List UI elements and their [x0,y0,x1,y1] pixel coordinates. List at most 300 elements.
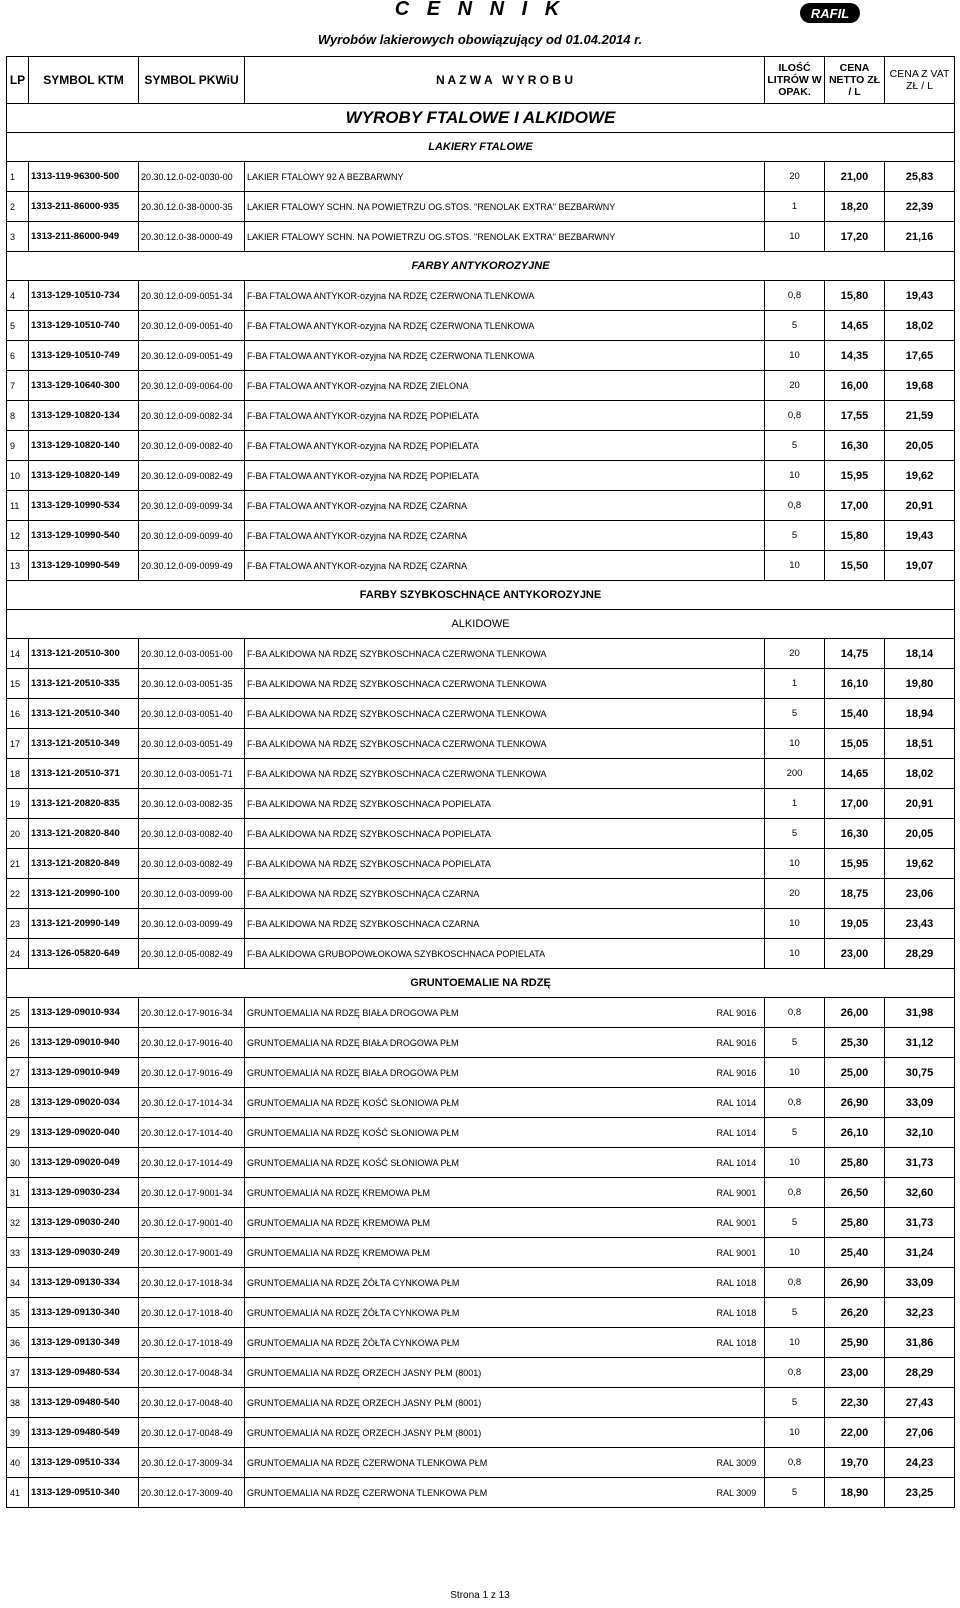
cell-net: 17,55 [825,401,885,431]
cell-ral [715,1358,765,1388]
cell-ktm: 1313-129-09480-549 [29,1418,139,1448]
cell-name: F-BA ALKIDOWA NA RDZĘ SZYBKOSCHNACA CZERWONA TLENKOWA [245,639,715,669]
cell-qty: 10 [765,341,825,371]
cell-vat: 20,05 [885,819,955,849]
cell-vat: 19,43 [885,281,955,311]
cell-name: F-BA FTALOWA ANTYKOR-ozyjna NA RDZĘ CZARNA [245,551,715,581]
cell-lp: 31 [7,1178,29,1208]
cell-ral: RAL 9016 [715,998,765,1028]
cell-pkwiu: 20.30.12.0-09-0051-40 [139,311,245,341]
cell-ktm: 1313-129-09020-049 [29,1148,139,1178]
cell-net: 26,50 [825,1178,885,1208]
cell-vat: 28,29 [885,939,955,969]
cell-qty: 10 [765,939,825,969]
cell-ral: RAL 1014 [715,1148,765,1178]
cell-lp: 9 [7,431,29,461]
cell-net: 16,00 [825,371,885,401]
cell-qty: 5 [765,1118,825,1148]
cell-vat: 32,23 [885,1298,955,1328]
cell-ktm: 1313-129-09510-340 [29,1478,139,1508]
cell-pkwiu: 20.30.12.0-09-0099-40 [139,521,245,551]
table-row [7,669,955,699]
cell-lp: 38 [7,1388,29,1418]
cell-ral: RAL 9016 [715,1028,765,1058]
cell-qty: 5 [765,699,825,729]
cell-name: F-BA FTALOWA ANTYKOR-ozyjna NA RDZĘ CZARNA [245,491,715,521]
section-row [7,581,955,610]
cell-vat: 31,73 [885,1148,955,1178]
cell-net: 16,30 [825,431,885,461]
cell-ktm: 1313-129-09010-949 [29,1058,139,1088]
cell-qty: 5 [765,1478,825,1508]
cell-qty: 10 [765,849,825,879]
cell-ktm: 1313-121-20990-100 [29,879,139,909]
cell-ktm: 1313-129-09030-234 [29,1178,139,1208]
cell-name: GRUNTOEMALIA NA RDZĘ ŻÓŁTA CYNKOWA PŁM [245,1268,715,1298]
cell-ktm: 1313-129-09480-534 [29,1358,139,1388]
cell-qty: 5 [765,819,825,849]
cell-lp: 33 [7,1238,29,1268]
table-row [7,1328,955,1358]
cell-vat: 33,09 [885,1268,955,1298]
cell-qty: 5 [765,431,825,461]
cell-qty: 20 [765,879,825,909]
section-row [7,252,955,281]
company-logo [800,2,860,24]
cell-ral: RAL 1018 [715,1328,765,1358]
cell-pkwiu: 20.30.12.0-17-0048-40 [139,1388,245,1418]
cell-pkwiu: 20.30.12.0-17-9016-34 [139,998,245,1028]
cell-qty: 5 [765,1388,825,1418]
table-row [7,699,955,729]
cell-pkwiu: 20.30.12.0-05-0082-49 [139,939,245,969]
cell-pkwiu: 20.30.12.0-17-1014-40 [139,1118,245,1148]
cell-name: F-BA FTALOWA ANTYKOR-ozyjna NA RDZĘ POPIELATA [245,431,715,461]
cell-vat: 28,29 [885,1358,955,1388]
cell-ktm: 1313-129-09020-040 [29,1118,139,1148]
cell-ral [715,819,765,849]
cell-ral [715,1388,765,1418]
cell-lp: 37 [7,1358,29,1388]
cell-net: 18,90 [825,1478,885,1508]
table-row [7,789,955,819]
cell-net: 18,20 [825,192,885,222]
cell-pkwiu: 20.30.12.0-03-0082-49 [139,849,245,879]
cell-ral [715,222,765,252]
cell-name: F-BA ALKIDOWA NA RDZĘ SZYBKOSCHNACA CZARNA [245,909,715,939]
cell-qty: 5 [765,1298,825,1328]
cell-net: 17,00 [825,789,885,819]
cell-pkwiu: 20.30.12.0-09-0051-49 [139,341,245,371]
cell-lp: 41 [7,1478,29,1508]
cell-name: F-BA FTALOWA ANTYKOR-ozyjna NA RDZĘ CZARNA [245,521,715,551]
cell-lp: 34 [7,1268,29,1298]
cell-pkwiu: 20.30.12.0-03-0051-35 [139,669,245,699]
cell-name: F-BA FTALOWA ANTYKOR-ozyjna NA RDZĘ ZIELONA [245,371,715,401]
cell-qty: 10 [765,551,825,581]
cell-net: 15,80 [825,281,885,311]
cell-ktm: 1313-129-10990-540 [29,521,139,551]
cell-net: 23,00 [825,939,885,969]
cell-lp: 36 [7,1328,29,1358]
cell-ral: RAL 9001 [715,1178,765,1208]
cell-net: 26,00 [825,998,885,1028]
cell-ktm: 1313-129-10820-140 [29,431,139,461]
cell-vat: 21,59 [885,401,955,431]
cell-net: 22,00 [825,1418,885,1448]
cell-vat: 20,05 [885,431,955,461]
table-row [7,1418,955,1448]
cell-vat: 23,25 [885,1478,955,1508]
cell-pkwiu: 20.30.12.0-17-3009-34 [139,1448,245,1478]
cell-vat: 20,91 [885,491,955,521]
cell-qty: 10 [765,1058,825,1088]
cell-pkwiu: 20.30.12.0-17-9016-49 [139,1058,245,1088]
cell-lp: 7 [7,371,29,401]
cell-pkwiu: 20.30.12.0-03-0051-40 [139,699,245,729]
cell-ktm: 1313-119-96300-500 [29,162,139,192]
cell-vat: 31,86 [885,1328,955,1358]
cell-pkwiu: 20.30.12.0-17-3009-40 [139,1478,245,1508]
cell-ral [715,879,765,909]
table-row [7,281,955,311]
cell-ktm: 1313-129-09020-034 [29,1088,139,1118]
cell-pkwiu: 20.30.12.0-09-0099-34 [139,491,245,521]
cell-name: F-BA FTALOWA ANTYKOR-ozyjna NA RDZĘ CZERWONA TLENKOWA [245,341,715,371]
table-row [7,491,955,521]
table-row [7,461,955,491]
cell-net: 15,80 [825,521,885,551]
page-title: C E N N I K [394,0,566,20]
table-row [7,939,955,969]
cell-ktm: 1313-121-20510-371 [29,759,139,789]
cell-ral [715,759,765,789]
cell-net: 14,35 [825,341,885,371]
cell-vat: 19,80 [885,669,955,699]
table-row [7,1448,955,1478]
cell-net: 25,80 [825,1208,885,1238]
cell-ral [715,551,765,581]
cell-name: GRUNTOEMALIA NA RDZĘ KREMOWA PŁM [245,1238,715,1268]
cell-pkwiu: 20.30.12.0-17-0048-34 [139,1358,245,1388]
band-title: WYROBY FTALOWE I ALKIDOWE [7,104,955,133]
cell-net: 25,30 [825,1028,885,1058]
cell-vat: 18,02 [885,311,955,341]
cell-vat: 17,65 [885,341,955,371]
cell-lp: 30 [7,1148,29,1178]
cell-name: F-BA ALKIDOWA NA RDZĘ SZYBKOSCHNACA CZERWONA TLENKOWA [245,669,715,699]
cell-ktm: 1313-129-10820-149 [29,461,139,491]
cell-name: F-BA FTALOWA ANTYKOR-ozyjna NA RDZĘ POPIELATA [245,401,715,431]
svg-text:RAFIL: RAFIL [810,6,850,21]
cell-net: 17,20 [825,222,885,252]
cell-name: F-BA ALKIDOWA NA RDZĘ SZYBKOSCHNĄCA CZARNA [245,879,715,909]
table-row [7,521,955,551]
cell-qty: 5 [765,1208,825,1238]
cell-qty: 0,8 [765,401,825,431]
cell-ktm: 1313-129-10510-740 [29,311,139,341]
cell-qty: 10 [765,729,825,759]
cell-pkwiu: 20.30.12.0-03-0051-49 [139,729,245,759]
price-table [6,56,955,1508]
cell-ral [715,311,765,341]
cell-ral [715,341,765,371]
cell-lp: 26 [7,1028,29,1058]
cell-ral: RAL 3009 [715,1478,765,1508]
table-row [7,1178,955,1208]
cell-ral [715,909,765,939]
col-net: CENA NETTO ZŁ / L [825,57,885,104]
cell-ktm: 1313-129-09030-249 [29,1238,139,1268]
cell-lp: 21 [7,849,29,879]
cell-vat: 30,75 [885,1058,955,1088]
cell-name: GRUNTOEMALIA NA RDZĘ ORZECH JASNY PŁM (8001) [245,1388,715,1418]
cell-ral [715,162,765,192]
cell-lp: 13 [7,551,29,581]
cell-ral [715,639,765,669]
table-row [7,1358,955,1388]
cell-net: 25,80 [825,1148,885,1178]
page-number: Strona 1 z 13 [450,1590,510,1601]
cell-ktm: 1313-126-05820-649 [29,939,139,969]
cell-pkwiu: 20.30.12.0-38-0000-49 [139,222,245,252]
cell-ktm: 1313-129-10510-734 [29,281,139,311]
cell-ral: RAL 1014 [715,1088,765,1118]
cell-vat: 23,06 [885,879,955,909]
cell-name: F-BA ALKIDOWA NA RDZĘ SZYBKOSCHNACA CZERWONA TLENKOWA [245,699,715,729]
cell-net: 26,20 [825,1298,885,1328]
cell-ral [715,939,765,969]
cell-ral: RAL 1018 [715,1298,765,1328]
table-row [7,819,955,849]
cell-net: 26,90 [825,1268,885,1298]
cell-qty: 0,8 [765,1088,825,1118]
cell-pkwiu: 20.30.12.0-03-0099-00 [139,879,245,909]
cell-name: GRUNTOEMALIA NA RDZĘ CZERWONA TLENKOWA PŁM [245,1478,715,1508]
cell-net: 15,40 [825,699,885,729]
cell-vat: 33,09 [885,1088,955,1118]
cell-lp: 11 [7,491,29,521]
cell-qty: 0,8 [765,281,825,311]
cell-ral [715,192,765,222]
cell-name: GRUNTOEMALIA NA RDZĘ BIAŁA DROGOWA PŁM [245,1058,715,1088]
cell-name: F-BA ALKIDOWA NA RDZĘ SZYBKOSCHNACA POPIELATA [245,819,715,849]
cell-name: LAKIER FTALOWY 92 A BEZBARWNY [245,162,715,192]
cell-qty: 20 [765,639,825,669]
cell-vat: 20,91 [885,789,955,819]
cell-ral [715,431,765,461]
cell-net: 26,10 [825,1118,885,1148]
cell-ktm: 1313-121-20820-840 [29,819,139,849]
section-title: GRUNTOEMALIE NA RDZĘ [7,969,955,998]
cell-net: 15,05 [825,729,885,759]
cell-ral: RAL 9016 [715,1058,765,1088]
cell-lp: 27 [7,1058,29,1088]
cell-lp: 29 [7,1118,29,1148]
table-row [7,1388,955,1418]
cell-net: 16,30 [825,819,885,849]
cell-qty: 10 [765,1328,825,1358]
cell-pkwiu: 20.30.12.0-17-1014-49 [139,1148,245,1178]
cell-qty: 20 [765,371,825,401]
cell-pkwiu: 20.30.12.0-02-0030-00 [139,162,245,192]
cell-lp: 14 [7,639,29,669]
table-row [7,192,955,222]
cell-ral: RAL 9001 [715,1238,765,1268]
cell-qty: 10 [765,1238,825,1268]
cell-vat: 19,07 [885,551,955,581]
cell-vat: 22,39 [885,192,955,222]
cell-lp: 10 [7,461,29,491]
cell-name: GRUNTOEMALIA NA RDZĘ BIAŁA DROGOWA PŁM [245,998,715,1028]
cell-lp: 39 [7,1418,29,1448]
table-row [7,759,955,789]
cell-net: 19,05 [825,909,885,939]
cell-pkwiu: 20.30.12.0-09-0051-34 [139,281,245,311]
table-row [7,401,955,431]
cell-qty: 0,8 [765,1448,825,1478]
cell-lp: 5 [7,311,29,341]
table-row [7,879,955,909]
cell-vat: 32,60 [885,1178,955,1208]
cell-ktm: 1313-121-20510-340 [29,699,139,729]
page-subtitle: Wyrobów lakierowych obowiązujący od 01.04.2014 r. [317,32,643,47]
cell-name: F-BA ALKIDOWA NA RDZĘ SZYBKOSCHNACA CZERWONA TLENKOWA [245,759,715,789]
cell-net: 18,75 [825,879,885,909]
table-row [7,1118,955,1148]
cell-lp: 32 [7,1208,29,1238]
cell-name: LAKIER FTALOWY SCHN. NA POWIETRZU OG.STOS. "RENOLAK EXTRA" BEZBARWNY [245,222,715,252]
table-row [7,1268,955,1298]
cell-pkwiu: 20.30.12.0-17-9001-34 [139,1178,245,1208]
cell-lp: 12 [7,521,29,551]
cell-ral: RAL 3009 [715,1448,765,1478]
cell-name: F-BA FTALOWA ANTYKOR-ozyjna NA RDZĘ POPIELATA [245,461,715,491]
cell-ktm: 1313-129-09510-334 [29,1448,139,1478]
cell-name: GRUNTOEMALIA NA RDZĘ KOŚĆ SŁONIOWA PŁM [245,1118,715,1148]
table-header [7,57,955,104]
cell-vat: 19,62 [885,461,955,491]
cell-lp: 22 [7,879,29,909]
section-title: FARBY SZYBKOSCHNĄCE ANTYKOROZYJNE [7,581,955,610]
cell-lp: 24 [7,939,29,969]
cell-vat: 27,43 [885,1388,955,1418]
cell-pkwiu: 20.30.12.0-17-0048-49 [139,1418,245,1448]
cell-ktm: 1313-129-09030-240 [29,1208,139,1238]
cell-name: GRUNTOEMALIA NA RDZĘ KREMOWA PŁM [245,1208,715,1238]
cell-lp: 40 [7,1448,29,1478]
cell-pkwiu: 20.30.12.0-17-1014-34 [139,1088,245,1118]
cell-ral: RAL 1018 [715,1268,765,1298]
section-title: LAKIERY FTALOWE [7,133,955,162]
cell-ral [715,371,765,401]
cell-lp: 15 [7,669,29,699]
cell-net: 21,00 [825,162,885,192]
section-title: FARBY ANTYKOROZYJNE [7,252,955,281]
cell-lp: 28 [7,1088,29,1118]
cell-ktm: 1313-121-20820-849 [29,849,139,879]
cell-qty: 0,8 [765,491,825,521]
cell-vat: 18,51 [885,729,955,759]
table-row [7,1238,955,1268]
cell-qty: 200 [765,759,825,789]
cell-ktm: 1313-121-20990-149 [29,909,139,939]
cell-net: 22,30 [825,1388,885,1418]
cell-qty: 5 [765,311,825,341]
cell-qty: 0,8 [765,1178,825,1208]
table-row [7,222,955,252]
cell-ral [715,491,765,521]
cell-qty: 0,8 [765,1268,825,1298]
cell-net: 15,50 [825,551,885,581]
cell-pkwiu: 20.30.12.0-38-0000-35 [139,192,245,222]
cell-ktm: 1313-129-09010-940 [29,1028,139,1058]
cell-name: GRUNTOEMALIA NA RDZĘ ORZECH JASNY PŁM (8001) [245,1358,715,1388]
section-row [7,610,955,639]
cell-pkwiu: 20.30.12.0-03-0051-71 [139,759,245,789]
table-row [7,729,955,759]
cell-name: F-BA ALKIDOWA NA RDZĘ SZYBKOSCHNACA CZERWONA TLENKOWA [245,729,715,759]
table-row [7,849,955,879]
cell-name: LAKIER FTALOWY SCHN. NA POWIETRZU OG.STOS. "RENOLAK EXTRA" BEZBARWNY [245,192,715,222]
cell-pkwiu: 20.30.12.0-17-1018-49 [139,1328,245,1358]
cell-qty: 1 [765,192,825,222]
cell-ktm: 1313-129-10820-134 [29,401,139,431]
cell-vat: 18,02 [885,759,955,789]
cell-ral [715,281,765,311]
cell-name: F-BA FTALOWA ANTYKOR-ozyjna NA RDZĘ CZERWONA TLENKOWA [245,281,715,311]
cell-ktm: 1313-129-09130-340 [29,1298,139,1328]
cell-lp: 25 [7,998,29,1028]
cell-ktm: 1313-121-20510-300 [29,639,139,669]
cell-net: 25,90 [825,1328,885,1358]
cell-ral [715,699,765,729]
cell-lp: 19 [7,789,29,819]
table-row [7,1208,955,1238]
cell-pkwiu: 20.30.12.0-17-1018-34 [139,1268,245,1298]
table-row [7,1478,955,1508]
cell-lp: 1 [7,162,29,192]
cell-vat: 19,43 [885,521,955,551]
table-row [7,1298,955,1328]
cell-vat: 19,62 [885,849,955,879]
cell-pkwiu: 20.30.12.0-17-9001-49 [139,1238,245,1268]
cell-ktm: 1313-129-10640-300 [29,371,139,401]
cell-vat: 31,12 [885,1028,955,1058]
cell-ktm: 1313-211-86000-935 [29,192,139,222]
cell-ktm: 1313-129-10990-549 [29,551,139,581]
cell-name: GRUNTOEMALIA NA RDZĘ ŻÓŁTA CYNKOWA PŁM [245,1298,715,1328]
cell-net: 16,10 [825,669,885,699]
table-row [7,162,955,192]
cell-net: 15,95 [825,849,885,879]
col-qty: ILOŚĆ LITRÓW W OPAK. [765,57,825,104]
cell-pkwiu: 20.30.12.0-17-9016-40 [139,1028,245,1058]
table-row [7,639,955,669]
cell-name: GRUNTOEMALIA NA RDZĘ BIAŁA DROGOWA PŁM [245,1028,715,1058]
col-ktm: SYMBOL KTM [29,57,139,104]
cell-ral [715,849,765,879]
cell-lp: 18 [7,759,29,789]
table-row [7,341,955,371]
cell-ral [715,1418,765,1448]
cell-ral [715,789,765,819]
cell-pkwiu: 20.30.12.0-09-0064-00 [139,371,245,401]
cell-pkwiu: 20.30.12.0-09-0082-34 [139,401,245,431]
table-row [7,311,955,341]
cell-lp: 23 [7,909,29,939]
section-row [7,969,955,998]
